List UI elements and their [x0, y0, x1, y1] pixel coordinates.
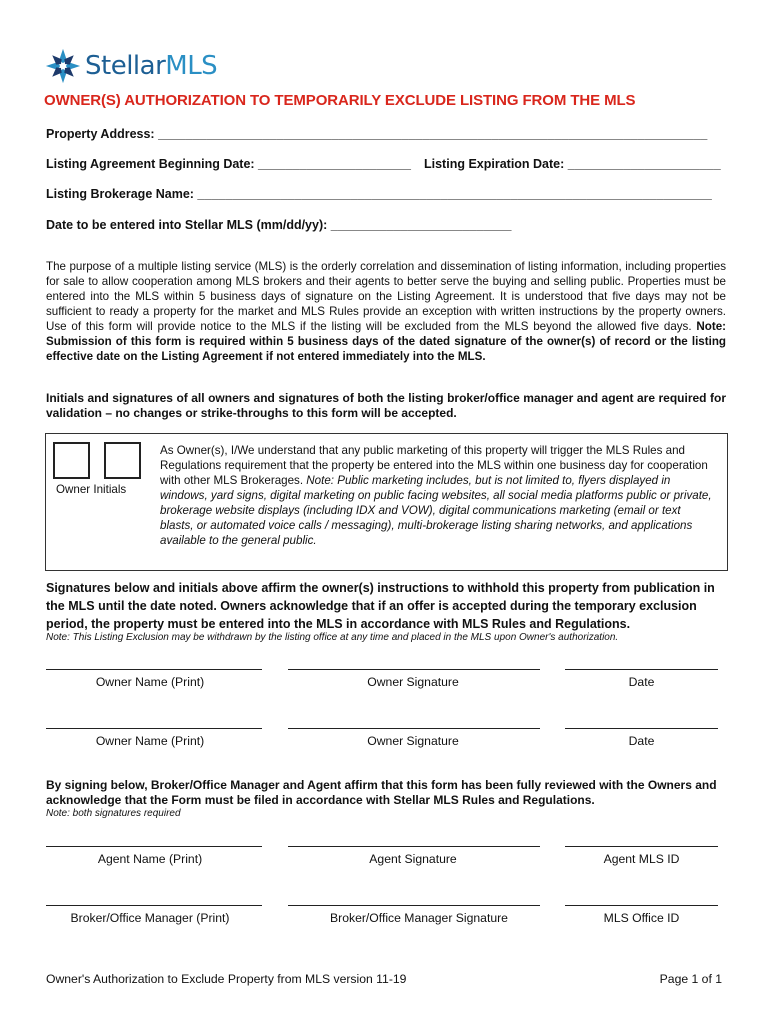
star-logo-icon: [44, 47, 82, 85]
owner-initials-label: Owner Initials: [56, 483, 127, 496]
owner-statement-text: As Owner(s), I/We understand that any public marketing of this property will trigger the MLS Rules and Regulations requirement that the property be entered into the MLS within one business day for cooperation with other MLS Brokerages.: [160, 444, 708, 487]
initials-requirement: Initials and signatures of all owners and signatures of both the listing broker/office manager and agent are required for validation – no changes or strike-throughs to this form will be accepted.: [46, 391, 726, 420]
purpose-text: The purpose of a multiple listing service (MLS) is the orderly correlation and dissemination of listing information, including properties for sale to allow cooperation among MLS brokers and their agents to better serve the buying and selling public. Properties must be entered into the MLS within 5 business days of signature on the Listing Agreement. It is understood that five days may not be sufficient to ready a property for the market and MLS Rules provide an exception with written instructions by the property owners. Use of this form will provide notice to the MLS if the listing will be excluded from the MLS beyond the allowed five days.: [46, 260, 726, 333]
owner-date-line[interactable]: [565, 728, 718, 729]
stellar-mls-logo: [44, 46, 217, 86]
expiration-date-field[interactable]: Listing Expiration Date: ______________________: [424, 157, 721, 171]
mls-office-id-label: MLS Office ID: [603, 911, 680, 925]
broker-name-line[interactable]: [46, 905, 262, 906]
owner-initials-box: [45, 433, 728, 571]
broker-name-label: Broker/Office Manager (Print): [70, 911, 230, 925]
mls-office-id-line[interactable]: [565, 905, 718, 906]
agent-mls-id-label: Agent MLS ID: [603, 852, 680, 866]
logo-text-stellar: Stellar: [85, 51, 166, 81]
owner-name-label: Owner Name (Print): [95, 675, 205, 689]
owner-name-label: Owner Name (Print): [95, 734, 205, 748]
property-address-field[interactable]: Property Address: _______________________________________________________________________________: [46, 127, 708, 141]
owner-date-label: Date: [628, 675, 655, 689]
owner-initials-box-1[interactable]: [53, 442, 90, 479]
agent-name-label: Agent Name (Print): [97, 852, 203, 866]
owner-date-label: Date: [628, 734, 655, 748]
logo-text-mls: MLS: [165, 51, 218, 81]
agent-signature-label: Agent Signature: [369, 852, 457, 866]
agent-mls-id-line[interactable]: [565, 846, 718, 847]
beginning-date-field[interactable]: Listing Agreement Beginning Date: ______________________: [46, 157, 411, 171]
owner-marketing-statement: [160, 443, 715, 548]
broker-note: Note: both signatures required: [46, 808, 181, 819]
owner-statement-note: Note: Public marketing includes, but is not limited to, flyers displayed in windows, yard signs, digital marketing on public facing websites, all social media platforms public or private, brokerage website displays (including IDX and VOW), digital communications marketing (email or text blasts, or automated voice calls / messaging), multi-brokerage listing sharing networks, and applications available to the general public.: [160, 474, 712, 547]
purpose-paragraph: [46, 259, 726, 364]
footer-page-number: Page 1 of 1: [659, 972, 722, 986]
owner-name-line[interactable]: [46, 728, 262, 729]
owner-signature-line[interactable]: [288, 728, 540, 729]
broker-signature-label: Broker/Office Manager Signature: [330, 911, 508, 925]
broker-signature-line[interactable]: [288, 905, 540, 906]
owner-signature-line[interactable]: [288, 669, 540, 670]
purpose-bold-note: Note: Submission of this form is required within 5 business days of the dated signature of the owner(s) of record or the listing effective date on the Listing Agreement if not entered immediately into the MLS.: [46, 320, 726, 363]
affirm-note: Note: This Listing Exclusion may be withdrawn by the listing office at any time and placed in the MLS upon Owner's authorization.: [46, 632, 619, 643]
agent-name-line[interactable]: [46, 846, 262, 847]
agent-signature-line[interactable]: [288, 846, 540, 847]
form-title: OWNER(S) AUTHORIZATION TO TEMPORARILY EXCLUDE LISTING FROM THE MLS: [44, 92, 636, 109]
affirm-paragraph: Signatures below and initials above affirm the owner(s) instructions to withhold this property from publication in the MLS until the date noted. Owners acknowledge that if an offer is accepted during the temporary exclusion period, the property must be entered into the MLS in accordance with MLS Rules and Regulations.: [46, 581, 715, 631]
owner-signature-label: Owner Signature: [367, 734, 459, 748]
owner-signature-label: Owner Signature: [367, 675, 459, 689]
broker-statement: By signing below, Broker/Office Manager and Agent affirm that this form has been fully reviewed with the Owners and acknowledge that the Form must be filed in accordance with Stellar MLS Rules and Regulations.: [46, 778, 717, 807]
brokerage-name-field[interactable]: Listing Brokerage Name: __________________________________________________________________________: [46, 187, 712, 201]
owner-name-line[interactable]: [46, 669, 262, 670]
footer-form-version: Owner's Authorization to Exclude Property from MLS version 11-19: [46, 972, 407, 986]
owner-initials-box-2[interactable]: [104, 442, 141, 479]
date-entered-field[interactable]: Date to be entered into Stellar MLS (mm/dd/yy): __________________________: [46, 218, 512, 232]
owner-date-line[interactable]: [565, 669, 718, 670]
